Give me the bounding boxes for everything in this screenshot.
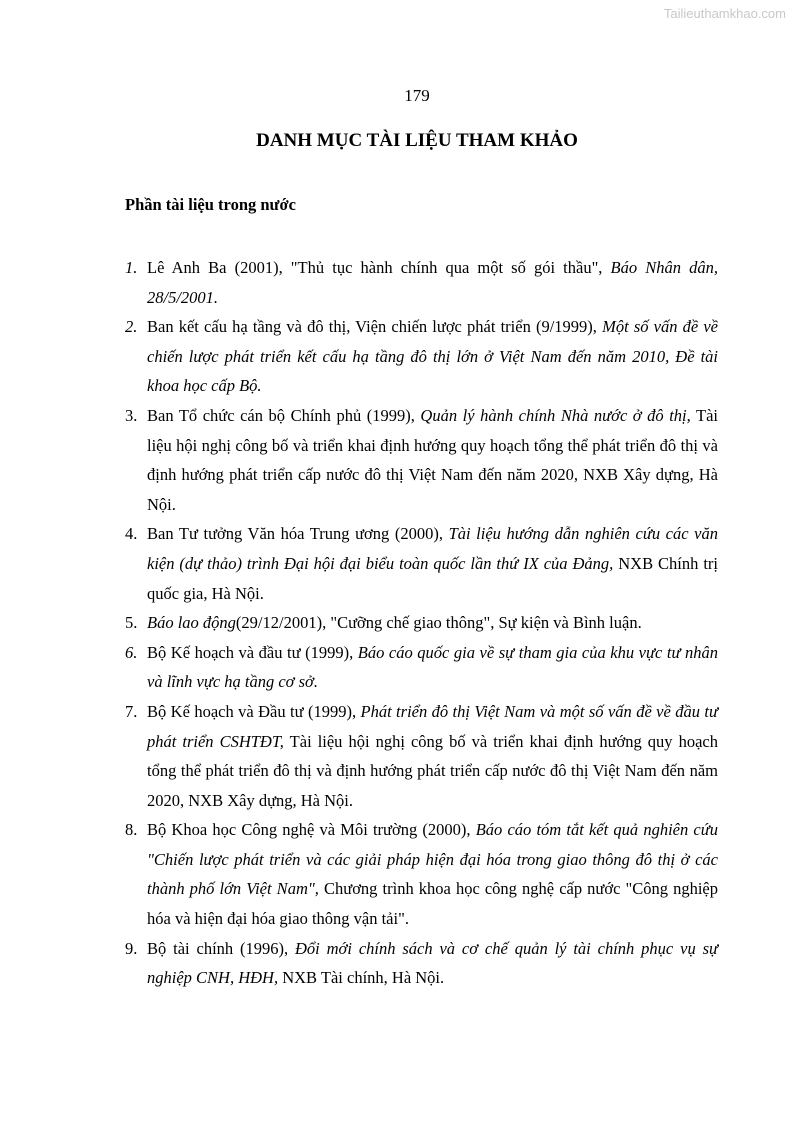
reference-item — [125, 697, 718, 815]
section-heading: Phần tài liệu trong nước — [125, 195, 296, 214]
reference-item — [125, 519, 718, 608]
reference-number: 3. — [125, 405, 138, 425]
reference-number: 8. — [125, 820, 138, 840]
page-title: DANH MỤC TÀI LIỆU THAM KHẢO — [256, 130, 578, 151]
reference-title-italic: Tài liệu hướng dẫn nghiên cứu các văn kiện (dự thảo) trình Đại hội đại biểu toàn quốc lần thứ IX của Đảng, — [147, 524, 718, 573]
reference-text: Bộ Khoa học Công nghệ và Môi trường (2000), — [147, 820, 476, 840]
reference-item — [125, 401, 718, 519]
reference-title-italic: Phát triển đô thị Việt Nam và một số vấn đề về đầu tư phát triển CSHTĐT, — [147, 701, 718, 751]
reference-text: Bộ tài chính (1996), — [147, 938, 296, 958]
reference-item — [125, 815, 718, 933]
reference-text: Tài liệu hội nghị công bố và triển khai định hướng quy hoạch tổng thể phát triển đô thị và định hướng phát triển cấp nước đô thị Việt Nam đến năm 2020, NXB Xây dựng, Hà Nội. — [147, 405, 718, 514]
reference-text: Ban Tư tưởng Văn hóa Trung ương (2000), — [147, 524, 449, 544]
reference-title-italic: Báo Nhân dân, 28/5/2001. — [147, 258, 718, 307]
reference-number: 1. — [125, 258, 138, 277]
reference-title-italic: Báo cáo tóm tắt kết quả nghiên cứu "Chiến lược phát triển và các giải pháp hiện đại hóa trong giao thông đô thị ở các thành phố lớn Việt Nam", — [147, 820, 718, 899]
reference-number: 4. — [125, 524, 138, 544]
reference-text: Lê Anh Ba (2001), "Thủ tục hành chính qua một số gói thầu", — [147, 258, 611, 277]
reference-item — [125, 253, 718, 312]
reference-number: 2. — [125, 317, 138, 337]
reference-title-italic: Báo lao động — [147, 613, 236, 633]
reference-item — [125, 934, 718, 993]
reference-text: Bộ Kế hoạch và Đầu tư (1999), — [147, 701, 361, 721]
reference-text: NXB Chính trị quốc gia, Hà Nội. — [147, 553, 719, 603]
reference-text: Ban Tổ chức cán bộ Chính phủ (1999), — [147, 405, 421, 425]
reference-text: NXB Tài chính, Hà Nội. — [278, 968, 445, 988]
reference-title-italic: Một số vấn đề về chiến lược phát triển kết cấu hạ tầng đô thị lớn ở Việt Nam đến năm 2010, Đề tài khoa học cấp Bộ. — [147, 317, 719, 396]
reference-number: 5. — [125, 613, 138, 633]
reference-text: Chương trình khoa học công nghệ cấp nước "Công nghiệp hóa và hiện đại hóa giao thông vận tải". — [147, 879, 719, 929]
reference-text: Bộ Kế hoạch và đầu tư (1999), — [147, 642, 358, 662]
reference-text: Tài liệu hội nghị công bố và triển khai định hướng quy hoạch tổng thể phát triển đô thị và định hướng phát triển cấp nước đô thị Việt Nam đến năm 2020, NXB Xây dựng, Hà Nội. — [147, 731, 718, 810]
reference-item — [125, 638, 718, 697]
reference-title-italic: Quản lý hành chính Nhà nước ở đô thị, — [420, 405, 691, 425]
reference-item — [125, 312, 718, 401]
reference-number: 9. — [125, 938, 138, 958]
reference-item — [125, 608, 718, 638]
reference-number: 6. — [125, 642, 138, 662]
reference-text: (29/12/2001), "Cưỡng chế giao thông", Sự kiện và Bình luận. — [235, 613, 642, 633]
reference-title-italic: Báo cáo quốc gia về sự tham gia của khu vực tư nhân và lĩnh vực hạ tầng cơ sở. — [147, 642, 718, 692]
reference-title-italic: Đổi mới chính sách và cơ chế quản lý tài chính phục vụ sự nghiệp CNH, HĐH, — [147, 938, 718, 988]
page-number: 179 — [404, 86, 430, 105]
reference-text: Ban kết cấu hạ tầng và đô thị, Viện chiến lược phát triển (9/1999), — [147, 317, 603, 337]
reference-number: 7. — [125, 701, 138, 721]
reference-list — [125, 253, 718, 993]
watermark: Tailieuthamkhao.com — [663, 6, 786, 21]
